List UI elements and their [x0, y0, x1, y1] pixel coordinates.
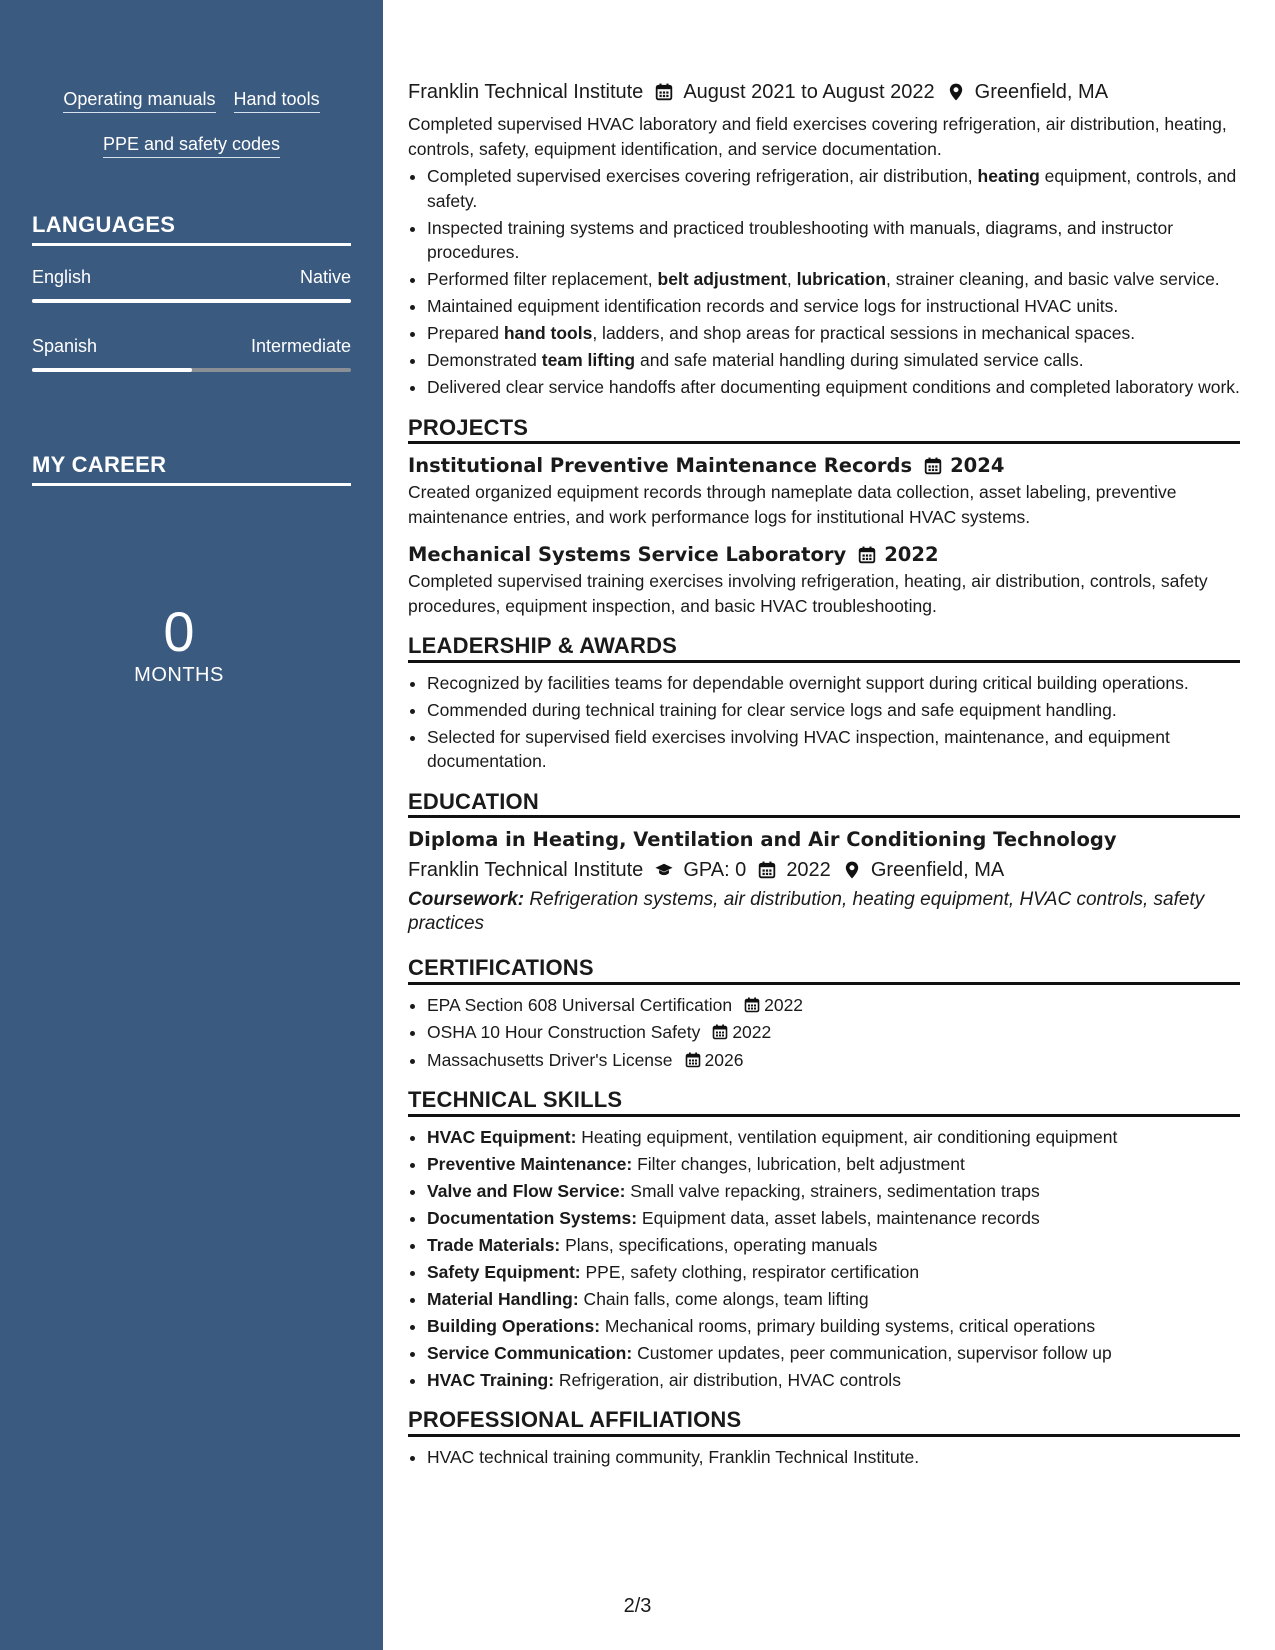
list-item: • Documentation Systems: Equipment data, asset labels, maintenance records — [427, 1206, 1240, 1231]
list-item: • Service Communication: Customer updates, peer communication, supervisor follow up — [427, 1341, 1240, 1366]
skill-tag: Operating manuals — [63, 88, 215, 113]
project-name: Institutional Preventive Maintenance Records — [408, 454, 913, 477]
coursework-text: Refrigeration systems, air distribution, heating equipment, HVAC controls, safety practices — [408, 889, 1205, 934]
list-item — [427, 993, 1240, 1018]
main-content — [408, 78, 1240, 1472]
list-item: • Delivered clear service handoffs after documenting equipment conditions and completed laboratory work. — [427, 375, 1240, 400]
affiliations-section — [408, 1408, 1240, 1469]
calendar-icon — [712, 1024, 728, 1040]
list-item: • Material Handling: Chain falls, come alongs, team lifting — [427, 1287, 1240, 1312]
section-title: LEADERSHIP & AWARDS — [408, 634, 1240, 663]
project-description: Created organized equipment records through nameplate data collection, asset labeling, preventive maintenance entries, and work performance logs for institutional HVAC systems. — [408, 482, 1177, 527]
school-name: Franklin Technical Institute — [408, 859, 644, 881]
list-item: • Valve and Flow Service: Small valve repacking, strainers, sedimentation traps — [427, 1179, 1240, 1204]
career-value: 0 — [163, 600, 195, 663]
list-item: • Building Operations: Mechanical rooms, primary building systems, critical operations — [427, 1314, 1240, 1339]
calendar-icon — [744, 997, 760, 1013]
list-item: • Selected for supervised field exercises involving HVAC inspection, maintenance, and equipment documentation. — [427, 725, 1240, 774]
section-title: PROJECTS — [408, 416, 1240, 445]
leadership-list — [408, 671, 1240, 774]
project-name: Mechanical Systems Service Laboratory — [408, 543, 847, 566]
section-title: EDUCATION — [408, 790, 1240, 819]
list-item: • Maintained equipment identification records and service logs for instructional HVAC units. — [427, 294, 1240, 319]
experience-location: Greenfield, MA — [974, 81, 1109, 103]
graduation-cap-icon — [655, 861, 673, 879]
list-item: • HVAC Equipment: Heating equipment, ventilation equipment, air conditioning equipment — [427, 1125, 1240, 1150]
skill-tags-row-1 — [0, 88, 383, 113]
affiliations-list — [408, 1445, 1240, 1470]
calendar-icon — [758, 861, 776, 879]
projects-section — [408, 416, 1240, 619]
list-item: • Preventive Maintenance: Filter changes, lubrication, belt adjustment — [427, 1152, 1240, 1177]
sidebar — [0, 0, 383, 1650]
degree-title: Diploma in Heating, Ventilation and Air Conditioning Technology — [408, 828, 1117, 851]
page-indicator: 2/3 — [623, 1595, 652, 1617]
language-name: English — [32, 267, 92, 287]
list-item: • HVAC technical training community, Franklin Technical Institute. — [427, 1445, 1240, 1470]
project-description: Completed supervised training exercises involving refrigeration, heating, air distribution, controls, safety procedures, equipment inspection, and basic HVAC troubleshooting. — [408, 571, 1208, 616]
language-bar-fill — [32, 299, 351, 303]
coursework — [408, 888, 1240, 936]
experience-meta — [408, 78, 1240, 106]
skill-tag: PPE and safety codes — [103, 133, 280, 158]
skill-tag: Hand tools — [234, 88, 320, 113]
education-year: 2022 — [786, 859, 831, 881]
leadership-section — [408, 634, 1240, 774]
gpa: GPA: 0 — [683, 859, 747, 881]
calendar-icon — [924, 457, 942, 475]
experience-org: Franklin Technical Institute — [408, 81, 644, 103]
certification-year: 2022 — [732, 1022, 772, 1042]
career-heading: MY CAREER — [32, 452, 351, 486]
project-item — [408, 541, 1240, 618]
skill-tags-row-2 — [0, 133, 383, 158]
project-year: 2022 — [884, 543, 939, 566]
calendar-icon — [685, 1052, 701, 1068]
certifications-list — [408, 993, 1240, 1073]
certification-name: • Massachusetts Driver's License — [427, 1049, 673, 1070]
project-year: 2024 — [950, 454, 1005, 477]
list-item: • HVAC Training: Refrigeration, air distribution, HVAC controls — [427, 1368, 1240, 1393]
list-item: • Completed supervised exercises covering refrigeration, air distribution, heating equipment, controls, and safety. — [427, 164, 1240, 213]
language-english — [32, 267, 351, 303]
education-section — [408, 790, 1240, 937]
experience-dates: August 2021 to August 2022 — [683, 81, 935, 103]
list-item: • Prepared hand tools, ladders, and shop areas for practical sessions in mechanical spaces. — [427, 321, 1240, 346]
section-title: CERTIFICATIONS — [408, 956, 1240, 985]
list-item: • Trade Materials: Plans, specifications, operating manuals — [427, 1233, 1240, 1258]
list-item: • Safety Equipment: PPE, safety clothing, respirator certification — [427, 1260, 1240, 1285]
experience-bullets — [408, 164, 1240, 400]
language-bar — [32, 368, 351, 372]
certification-name: • EPA Section 608 Universal Certification — [427, 994, 733, 1015]
certification-name: • OSHA 10 Hour Construction Safety — [427, 1022, 701, 1042]
education-meta — [408, 856, 1240, 884]
language-level: Native — [299, 267, 351, 287]
language-level: Intermediate — [250, 336, 351, 356]
certifications-section — [408, 956, 1240, 1072]
list-item — [427, 1048, 1240, 1073]
calendar-icon — [655, 83, 673, 101]
list-item: • Commended during technical training for clear service logs and safe equipment handling. — [427, 698, 1240, 723]
language-bar-fill — [32, 368, 192, 372]
languages-heading: LANGUAGES — [32, 212, 351, 246]
coursework-label: Coursework: — [408, 889, 525, 910]
map-pin-icon — [843, 861, 861, 879]
language-name: Spanish — [32, 336, 98, 356]
certification-year: 2026 — [704, 1049, 744, 1070]
map-pin-icon — [947, 83, 965, 101]
experience-summary: Completed supervised HVAC laboratory and field exercises covering refrigeration, air distribution, heating, controls, safety, equipment identification, and service documentation. — [408, 114, 1227, 159]
skills-list — [408, 1125, 1240, 1393]
experience-entry — [408, 78, 1240, 400]
technical-skills-section — [408, 1088, 1240, 1392]
section-title: PROFESSIONAL AFFILIATIONS — [408, 1408, 1240, 1437]
language-spanish — [32, 336, 351, 372]
career-unit: MONTHS — [134, 664, 224, 686]
section-title: TECHNICAL SKILLS — [408, 1088, 1240, 1117]
certification-year: 2022 — [764, 994, 804, 1015]
list-item: • Demonstrated team lifting and safe material handling during simulated service calls. — [427, 348, 1240, 373]
list-item — [427, 1020, 1240, 1045]
list-item: • Inspected training systems and practiced troubleshooting with manuals, diagrams, and instructor procedures. — [427, 216, 1240, 265]
education-location: Greenfield, MA — [870, 859, 1005, 881]
language-bar — [32, 299, 351, 303]
career-summary — [32, 602, 326, 687]
list-item: • Recognized by facilities teams for dependable overnight support during critical building operations. — [427, 671, 1240, 696]
project-item — [408, 452, 1240, 529]
calendar-icon — [858, 546, 876, 564]
list-item: • Performed filter replacement, belt adjustment, lubrication, strainer cleaning, and basic valve service. — [427, 267, 1240, 292]
